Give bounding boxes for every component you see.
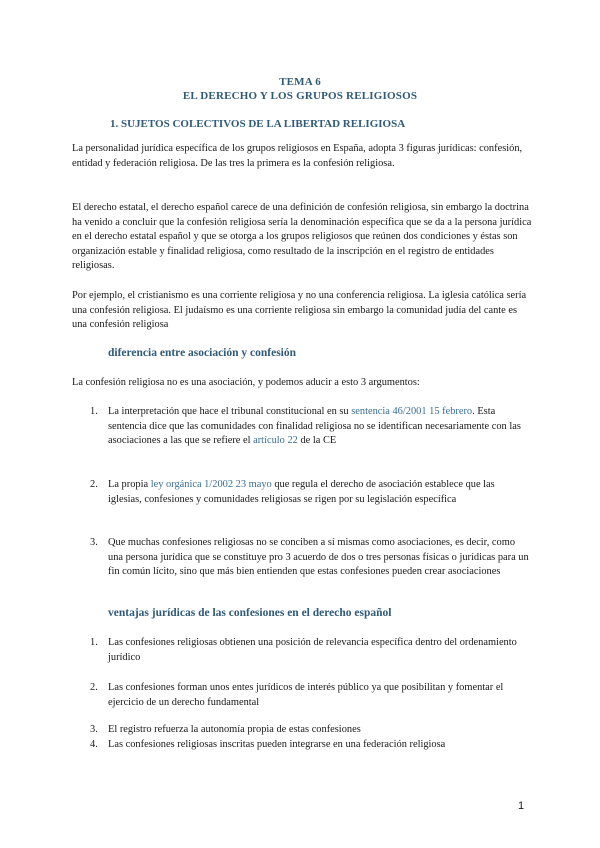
list-text: El registro refuerza la autonomía propia de estas confesiones xyxy=(108,724,361,735)
tema-label: TEMA 6 xyxy=(279,76,321,88)
list-item xyxy=(90,536,530,580)
list-text: Las confesiones religiosas obtienen una posición de relevancia específica dentro del ordenamiento jurídico xyxy=(108,637,517,663)
articulo-link[interactable]: artículo 22 xyxy=(253,435,298,447)
list-item xyxy=(90,723,530,738)
list-item xyxy=(90,681,530,710)
list-text: Las confesiones forman unos entes jurídicos de interés público ya que posibilitan y fomentar el ejercicio de un derecho fundamental xyxy=(108,682,504,708)
list-number: 3. xyxy=(90,537,98,548)
paragraph-4: La confesión religiosa no es una asociación, y podemos aducir a esto 3 argumentos: xyxy=(72,377,420,388)
list-item xyxy=(90,478,530,507)
list-text: La propia ley orgánica 1/2002 23 mayo que regula el derecho de asociación establece que las iglesias, confesiones y comunidades religiosas se rigen por su legislación específica xyxy=(108,479,495,505)
list-number: 1. xyxy=(90,637,98,648)
list-item xyxy=(90,738,530,753)
list-text: Las confesiones religiosas inscritas pueden integrarse en una federación religiosa xyxy=(108,739,446,750)
document-title: EL DERECHO Y LOS GRUPOS RELIGIOSOS xyxy=(182,90,418,102)
list-item xyxy=(90,636,530,665)
list-item xyxy=(90,405,530,449)
page-number: 1 xyxy=(518,800,525,812)
section-1-heading: 1. SUJETOS COLECTIVOS DE LA LIBERTAD RELIGIOSA xyxy=(110,118,406,130)
sentencia-link[interactable]: sentencia 46/2001 15 febrero xyxy=(351,406,473,417)
paragraph-2: El derecho estatal, el derecho español carece de una definición de confesión religiosa, sin embargo la doctrina ha venido a concluir que la confesión religiosa sería la denominación específica que se da a la persona jurídica en el derecho estatal español y que se otorga a los grupos religiosos que reúnen dos condiciones y éstas son organización estable y finalidad religiosa, como resultado de la inscripción en el registro de entidades religiosas. xyxy=(72,202,532,272)
list-number: 3. xyxy=(90,724,98,735)
list-text: La interpretación que hace el tribunal constitucional en su sentencia 46/2001 15 febrero. Esta sentencia dice que las comunidades con finalidad religiosa no se identifican necesariamente con las asociaciones a las que se refiere el artículo 22 de la CE xyxy=(108,406,521,447)
paragraph-1: La personalidad jurídica específica de los grupos religiosos en España, adopta 3 figuras jurídicas: confesión, entidad y federación religiosa. De las tres la primera es la confesión religiosa. xyxy=(72,143,523,169)
list-number: 1. xyxy=(90,406,98,417)
ley-link[interactable]: ley orgánica 1/2002 23 mayo xyxy=(150,479,272,490)
list-number: 4. xyxy=(90,739,98,750)
list-number: 2. xyxy=(90,682,98,693)
paragraph-3: Por ejemplo, el cristianismo es una corriente religiosa y no una conferencia religiosa. La iglesia católica sería una confesión religiosa. El judaísmo es una corriente religiosa sin embargo la comunidad judía del cante es una confesión religiosa xyxy=(72,290,527,331)
subheading-ventajas: ventajas jurídicas de las confesiones en el derecho español xyxy=(108,607,392,619)
list-text: Que muchas confesiones religiosas no se conciben a sí mismas como asociaciones, es decir, como una persona jurídica que se constituye pro 3 acuerdo de dos o tres personas físicas o jurídicas para un fin común lícito, sino que más bien entienden que estas confesiones pueden crear asociaciones xyxy=(108,537,529,578)
list-number: 2. xyxy=(90,479,98,490)
subheading-diferencia: diferencia entre asociación y confesión xyxy=(108,347,297,359)
